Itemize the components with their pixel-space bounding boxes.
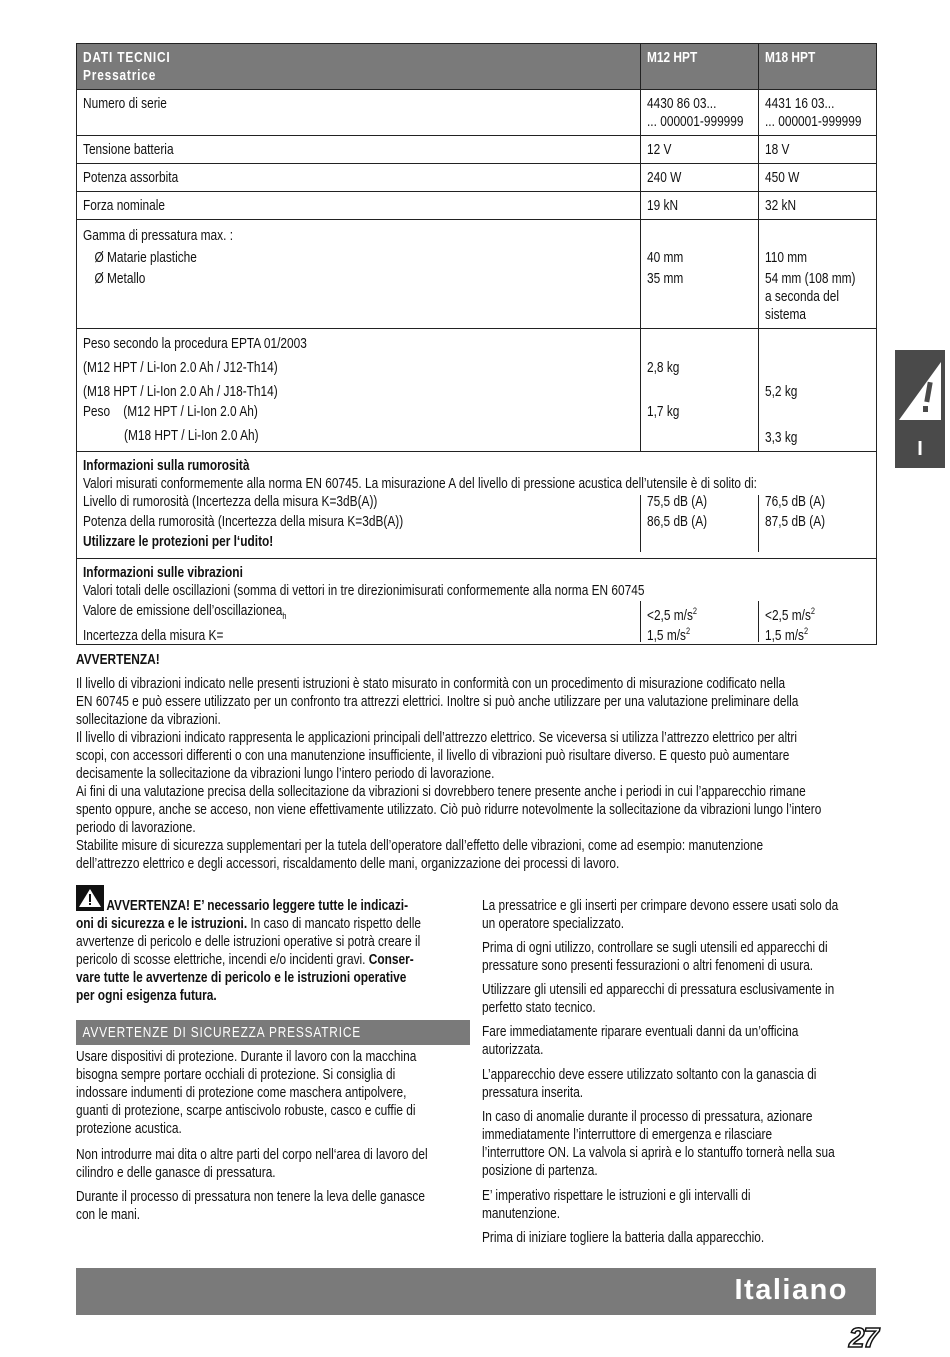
row-label-serial: Numero di serie xyxy=(83,96,167,112)
table-row xyxy=(77,329,877,452)
para-line: autorizzata. xyxy=(482,1042,544,1058)
table-row xyxy=(77,192,877,220)
para-line: l’interruttore ON. La valvola si aprirà e lo stantuffo tornerà nella sua xyxy=(482,1145,835,1161)
para-line: Fare immediatamente riparare eventuali danni da un’officina xyxy=(482,1024,799,1040)
weight-m12-j12: 2,8 kg xyxy=(647,360,680,376)
vibration-uncertainty-m12: 1,5 m/s xyxy=(647,627,686,644)
warning-line: dell’attrezzo elettrico e degli accessori, riscaldamento delle mani, organizzazione dei processi di lavoro. xyxy=(76,856,620,872)
safety-paragraph xyxy=(482,981,950,1017)
para-line: pressatura inserita. xyxy=(482,1085,584,1101)
para-line: con le mani. xyxy=(76,1207,141,1223)
warning-line: Il livello di vibrazioni indicato rappresenta le applicazioni principali dell’attrezzo elettrico. Se viceversa si utilizza l’attrezzo elettrico per altri xyxy=(76,730,797,746)
range-metal-m18-note: a seconda del xyxy=(765,289,840,305)
vibration-row xyxy=(77,559,877,645)
column-header-m12: M12 HPT xyxy=(647,50,698,66)
safety-paragraph xyxy=(482,1023,950,1059)
table-header-row xyxy=(77,44,877,90)
row-label-weight: Peso secondo la procedura EPTA 01/2003 xyxy=(83,336,307,352)
vibration-description: Valori totali delle oscillazioni (somma di vettori in tre direzionimisurati conformemente alla norma EN 60745 xyxy=(83,583,645,599)
power-m12: 240 W xyxy=(647,170,682,186)
noise-separator xyxy=(758,495,759,552)
para-line: Durante il processo di pressatura non tenere la leva delle ganasce xyxy=(76,1189,425,1205)
vibration-emission-m18: <2,5 m/s xyxy=(765,607,811,624)
language-letter: I xyxy=(917,438,923,460)
squared-sup: 2 xyxy=(692,606,698,616)
weight-config-m12-j12: (M12 HPT / Li-Ion 2.0 Ah / J12-Th14) xyxy=(83,360,278,376)
warning-line: sollecitazione da vibrazioni. xyxy=(76,712,221,728)
para-line: guanti di protezione, scarpe antiscivolo robuste, casco e cuffie di xyxy=(76,1103,416,1119)
warning-line: periodo di lavorazione. xyxy=(76,820,196,836)
safety-paragraph xyxy=(482,897,950,933)
para-line: In caso di anomalie durante il processo di pressatura, azionare xyxy=(482,1109,813,1125)
voltage-m12: 12 V xyxy=(647,142,672,158)
box-line: In caso di mancato rispetto delle xyxy=(247,916,421,932)
box-line-bold: oni di sicurezza e le istruzioni. xyxy=(76,916,248,932)
weight-config-m12: (M12 HPT / Li-Ion 2.0 Ah) xyxy=(123,404,258,420)
table-row xyxy=(77,220,877,329)
row-label-range: Gamma di pressatura max. : xyxy=(83,228,233,244)
spec-table xyxy=(76,43,877,645)
box-line: AVVERTENZA! E’ necessario leggere tutte le indicazi- xyxy=(106,898,409,914)
noise-title: Informazioni sulla rumorosità xyxy=(83,458,250,474)
section-title: AVVERTENZE DI SICUREZZA PRESSATRICE xyxy=(82,1025,362,1041)
table-subtitle: Pressatrice xyxy=(83,68,157,84)
noise-row xyxy=(77,452,877,559)
squared-sup: 2 xyxy=(803,626,809,636)
safety-paragraph xyxy=(482,1187,950,1223)
warning-body xyxy=(76,675,950,873)
voltage-m18: 18 V xyxy=(765,142,790,158)
para-line: immediatamente l’interruttore di emergenza e rilasciare xyxy=(482,1127,773,1143)
vibration-uncertainty-label: Incertezza della misura K= xyxy=(83,627,224,644)
noise-level-m12: 75,5 dB (A) xyxy=(647,494,708,510)
weight-m18: 3,3 kg xyxy=(765,430,798,446)
vibration-emission-label: Valore de emissione dell’oscillazionea xyxy=(83,603,283,619)
para-line: Utilizzare gli utensili ed apparecchi di pressatura esclusivamente in xyxy=(482,982,835,998)
range-plastic-label: Ø Matarie plastiche xyxy=(94,250,197,266)
footer-language: Italiano xyxy=(734,1274,848,1306)
para-line: protezione acustica. xyxy=(76,1121,182,1137)
para-line: cilindro e delle ganasce di pressatura. xyxy=(76,1165,276,1181)
noise-power-m12: 86,5 dB (A) xyxy=(647,514,708,530)
vibration-emission-m12: <2,5 m/s xyxy=(647,607,693,624)
ear-protection-notice: Utilizzare le protezioni per l‘udito! xyxy=(83,534,274,550)
vibration-uncertainty-m18: 1,5 m/s xyxy=(765,627,804,644)
para-line: L’apparecchio deve essere utilizzato soltanto con la ganascia di xyxy=(482,1067,817,1083)
row-label-force: Forza nominale xyxy=(83,198,165,214)
box-line-bold: per ogni esigenza futura. xyxy=(76,988,217,1004)
table-title: DATI TECNICI xyxy=(83,50,171,66)
row-label-voltage: Tensione batteria xyxy=(83,142,174,158)
vibration-separator xyxy=(640,601,641,642)
box-line: pericolo di scosse elettriche, incendi e/o incidenti gravi. xyxy=(76,952,369,968)
range-plastic-m18: 110 mm xyxy=(765,250,808,266)
table-row xyxy=(77,136,877,164)
weight-m12: 1,7 kg xyxy=(647,404,680,420)
warning-line: Ai fini di una valutazione precisa della sollecitazione da vibrazioni si dovrebbero tenere presente anche i periodi in cui l’apparecchio rimane xyxy=(76,784,806,800)
warning-line: decisamente la sollecitazione da vibrazioni lungo l’intero periodo di lavorazione. xyxy=(76,766,495,782)
para-line: indossare indumenti di protezione come maschera antipolvere, xyxy=(76,1085,407,1101)
warning-triangle-icon xyxy=(895,356,945,426)
page-number: 27 xyxy=(848,1322,878,1353)
noise-power-label: Potenza della rumorosità (Incertezza della misura K=3dB(A)) xyxy=(83,514,404,530)
box-line-bold: Conser- xyxy=(368,952,414,968)
para-line: Prima di iniziare togliere la batteria dalla apparecchio. xyxy=(482,1230,765,1246)
range-plastic-m12: 40 mm xyxy=(647,250,684,266)
squared-sup: 2 xyxy=(810,606,816,616)
box-line: avvertenze di pericolo e delle istruzioni operative si potrà creare il xyxy=(76,934,421,950)
force-m12: 19 kN xyxy=(647,198,679,214)
vibration-emission-sub: h xyxy=(282,610,287,621)
language-side-tab xyxy=(895,350,945,468)
weight-peso-label: Peso xyxy=(83,404,111,420)
box-line-bold: vare tutte le avvertenze di pericolo e le istruzioni operative xyxy=(76,970,407,986)
noise-separator xyxy=(640,495,641,552)
table-row xyxy=(77,164,877,192)
warning-line: EN 60745 e può essere utilizzato per un confronto tra attrezzi elettrici. Inoltre si può anche utilizzare per una valutazione preliminare della xyxy=(76,694,799,710)
force-m18: 32 kN xyxy=(765,198,797,214)
table-row xyxy=(77,90,877,136)
serial-m18-range: ... 000001-999999 xyxy=(765,114,862,130)
warning-heading: AVVERTENZA! xyxy=(76,652,160,668)
noise-level-m18: 76,5 dB (A) xyxy=(765,494,826,510)
para-line: un operatore specializzato. xyxy=(482,916,625,932)
weight-config-m18: (M18 HPT / Li-Ion 2.0 Ah) xyxy=(124,428,259,444)
serial-m12-prefix: 4430 86 03... xyxy=(647,96,717,112)
row-label-power: Potenza assorbita xyxy=(83,170,179,186)
noise-description: Valori misurati conformemente alla norma EN 60745. La misurazione A del livello di pressione acustica dell’utensile è di solito di: xyxy=(83,476,757,492)
vibration-separator xyxy=(758,601,759,642)
section-header-bar xyxy=(76,1020,470,1045)
warning-line: scopi, con accessori differenti o con una manutenzione insufficiente, il livello di vibrazioni può risultare diverso. E questo può aumentare xyxy=(76,748,790,764)
range-metal-m18: 54 mm (108 mm) xyxy=(765,271,856,287)
para-line: Usare dispositivi di protezione. Durante il lavoro con la macchina xyxy=(76,1049,417,1065)
serial-m12-range: ... 000001-999999 xyxy=(647,114,744,130)
para-line: bisogna sempre portare occhiali di protezione. Si consiglia di xyxy=(76,1067,396,1083)
para-line: Prima di ogni utilizzo, controllare se sugli utensili ed apparecchi di xyxy=(482,940,828,956)
para-line: perfetto stato tecnico. xyxy=(482,1000,596,1016)
para-line: La pressatrice e gli inserti per crimpare devono essere usati solo da xyxy=(482,898,839,914)
power-m18: 450 W xyxy=(765,170,800,186)
safety-paragraph xyxy=(482,1229,950,1247)
para-line: pressature sono presenti fessurazioni o altri fenomeni di usura. xyxy=(482,958,814,974)
safety-paragraph xyxy=(482,1066,950,1102)
squared-sup: 2 xyxy=(685,626,691,636)
safety-paragraph xyxy=(482,939,950,975)
range-metal-m18-note-2: sistema xyxy=(765,307,806,323)
range-metal-label: Ø Metallo xyxy=(94,271,146,287)
warning-line: spento oppure, anche se acceso, non viene effettivamente utilizzato. Ciò può ridurre notevolmente la sollecitazione da vibrazioni lungo l’intero xyxy=(76,802,822,818)
warning-line: Il livello di vibrazioni indicato nelle presenti istruzioni è stato misurato in conformità con un procedimento di misurazione codificato nella xyxy=(76,676,786,692)
noise-power-m18: 87,5 dB (A) xyxy=(765,514,826,530)
weight-m18-j18: 5,2 kg xyxy=(765,384,798,400)
para-line: manutenzione. xyxy=(482,1206,561,1222)
vibration-title: Informazioni sulle vibrazioni xyxy=(83,565,243,581)
weight-config-m18-j18: (M18 HPT / Li-Ion 2.0 Ah / J18-Th14) xyxy=(83,384,278,400)
para-line: E’ imperativo rispettare le istruzioni e gli intervalli di xyxy=(482,1188,751,1204)
serial-m18-prefix: 4431 16 03... xyxy=(765,96,835,112)
para-line: posizione di partenza. xyxy=(482,1163,598,1179)
range-metal-m12: 35 mm xyxy=(647,271,684,287)
column-header-m18: M18 HPT xyxy=(765,50,816,66)
safety-paragraph xyxy=(482,1108,950,1180)
warning-line: Stabilite misure di sicurezza supplementari per la tutela dell’operatore dall’effetto delle vibrazioni, come ad esempio: manutenzione xyxy=(76,838,764,854)
noise-level-label: Livello di rumorosità (Incertezza della misura K=3dB(A)) xyxy=(83,494,378,510)
footer-language-bar xyxy=(76,1268,876,1315)
para-line: Non introdurre mai dita o altre parti del corpo nell‘area di lavoro del xyxy=(76,1147,428,1163)
